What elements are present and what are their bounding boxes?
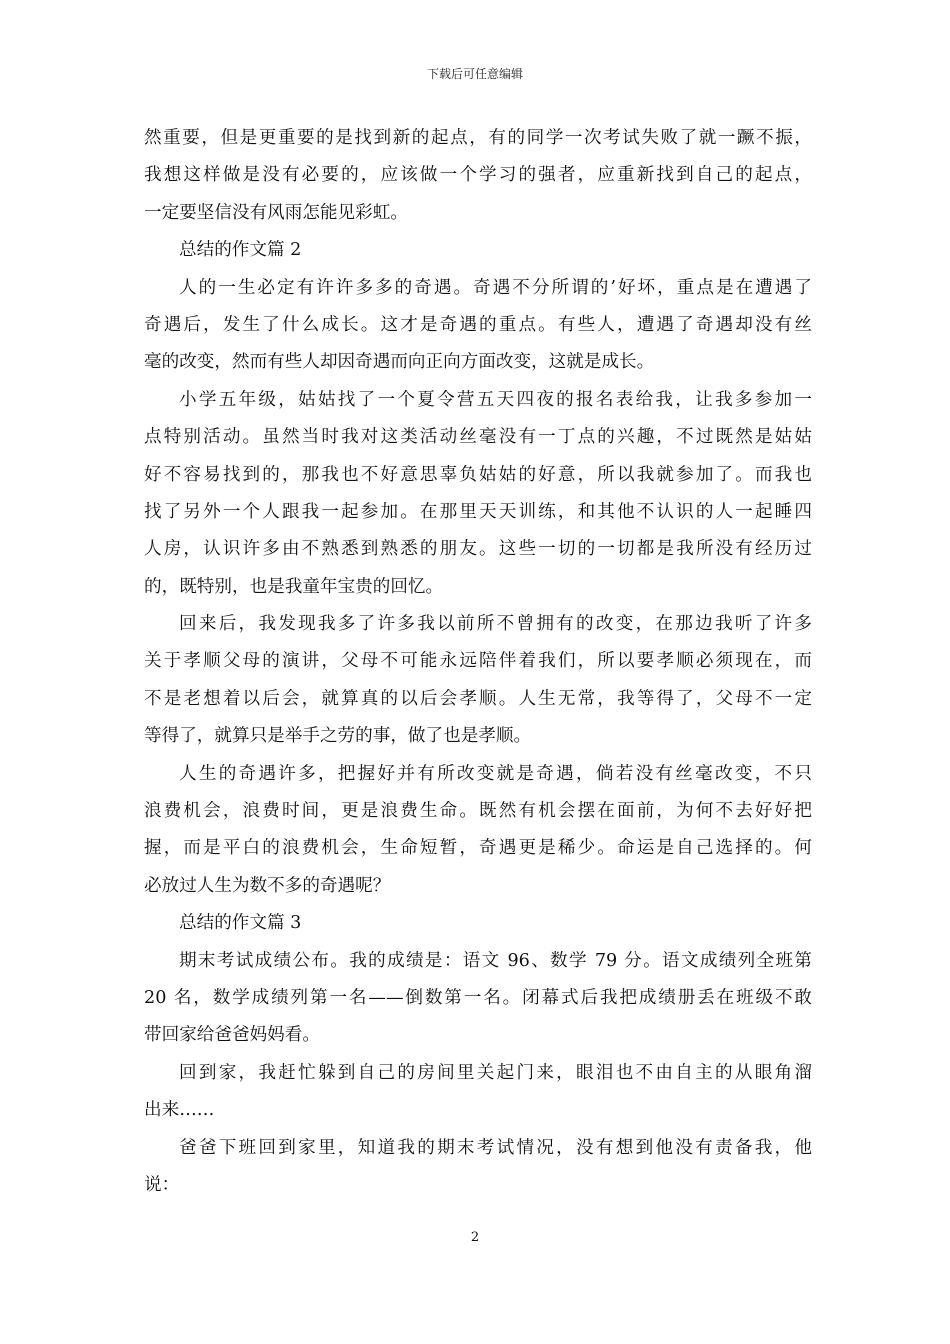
text-line: 总结的作文篇 3: [179, 913, 302, 934]
text-line: 人房，认识许多由不熟悉到熟悉的朋友。这些一切的一切都是我所没有经历过: [144, 539, 812, 560]
text-line: 奇遇后，发生了什么成长。这才是奇遇的重点。有些人，遭遇了奇遇却没有丝: [144, 314, 812, 335]
text-line: 等得了，就算只是举手之劳的事，做了也是孝顺。: [144, 726, 532, 747]
page-header: 下载后可任意编辑: [426, 67, 523, 81]
text-line: 带回家给爸爸妈妈看。: [144, 1025, 320, 1046]
text-line: 20 名，数学成绩列第一名——倒数第一名。闭幕式后我把成绩册丢在班级不敢: [144, 987, 812, 1008]
text-line: 浪费机会，浪费时间，更是浪费生命。既然有机会摆在面前，为何不去好好把: [144, 801, 812, 822]
text-line: 一定要坚信没有风雨怎能见彩虹。: [144, 202, 408, 223]
text-line: 人的一生必定有许许多多的奇遇。奇遇不分所谓的’好坏，重点是在遭遇了: [179, 277, 812, 298]
text-line: 小学五年级，姑姑找了一个夏令营五天四夜的报名表给我，让我多参加一: [179, 389, 812, 410]
text-line: 必放过人生为数不多的奇遇呢？: [144, 875, 391, 896]
text-line: 说：: [144, 1174, 180, 1195]
document-body: [144, 120, 812, 1204]
text-line: 出来……: [144, 1100, 215, 1121]
text-line: 人生的奇遇许多，把握好并有所改变就是奇遇，倘若没有丝毫改变，不只: [179, 763, 812, 784]
text-line: 不是老想着以后会，就算真的以后会孝顺。人生无常，我等得了，父母不一定: [144, 688, 812, 709]
text-line: 总结的作文篇 2: [179, 240, 302, 261]
text-line: 点特别活动。虽然当时我对这类活动丝毫没有一丁点的兴趣，不过既然是姑姑: [144, 427, 812, 448]
text-line: 回到家，我赶忙躲到自己的房间里关起门来，眼泪也不由自主的从眼角溜: [179, 1062, 812, 1083]
text-line: 关于孝顺父母的演讲，父母不可能永远陪伴着我们，所以要孝顺必须现在，而: [144, 651, 812, 672]
text-line: 我想这样做是没有必要的，应该做一个学习的强者，应重新找到自己的起点，: [144, 165, 812, 186]
text-line: 回来后，我发现我多了许多我以前所不曾拥有的改变，在那边我听了许多: [179, 614, 812, 635]
text-line: 毫的改变，然而有些人却因奇遇而向正向方面改变，这就是成长。: [144, 352, 655, 373]
text-line: 期末考试成绩公布。我的成绩是：语文 96、数学 79 分。语文成绩列全班第: [179, 950, 812, 971]
page-number: 2: [470, 1230, 480, 1245]
text-line: 找了另外一个人跟我一起参加。在那里天天训练，和其他不认识的人一起睡四: [144, 501, 812, 522]
text-line: 爸爸下班回到家里，知道我的期末考试情况，没有想到他没有责备我，他: [179, 1137, 812, 1158]
text-line: 的，既特别，也是我童年宝贵的回忆。: [144, 576, 444, 597]
text-line: 然重要，但是更重要的是找到新的起点，有的同学一次考试失败了就一蹶不振，: [144, 128, 812, 148]
text-line: 握，而是平白的浪费机会，生命短暂，奇遇更是稀少。命运是自己选择的。何: [144, 838, 812, 859]
text-line: 好不容易找到的，那我也不好意思辜负姑姑的好意，所以我就参加了。而我也: [144, 464, 812, 485]
